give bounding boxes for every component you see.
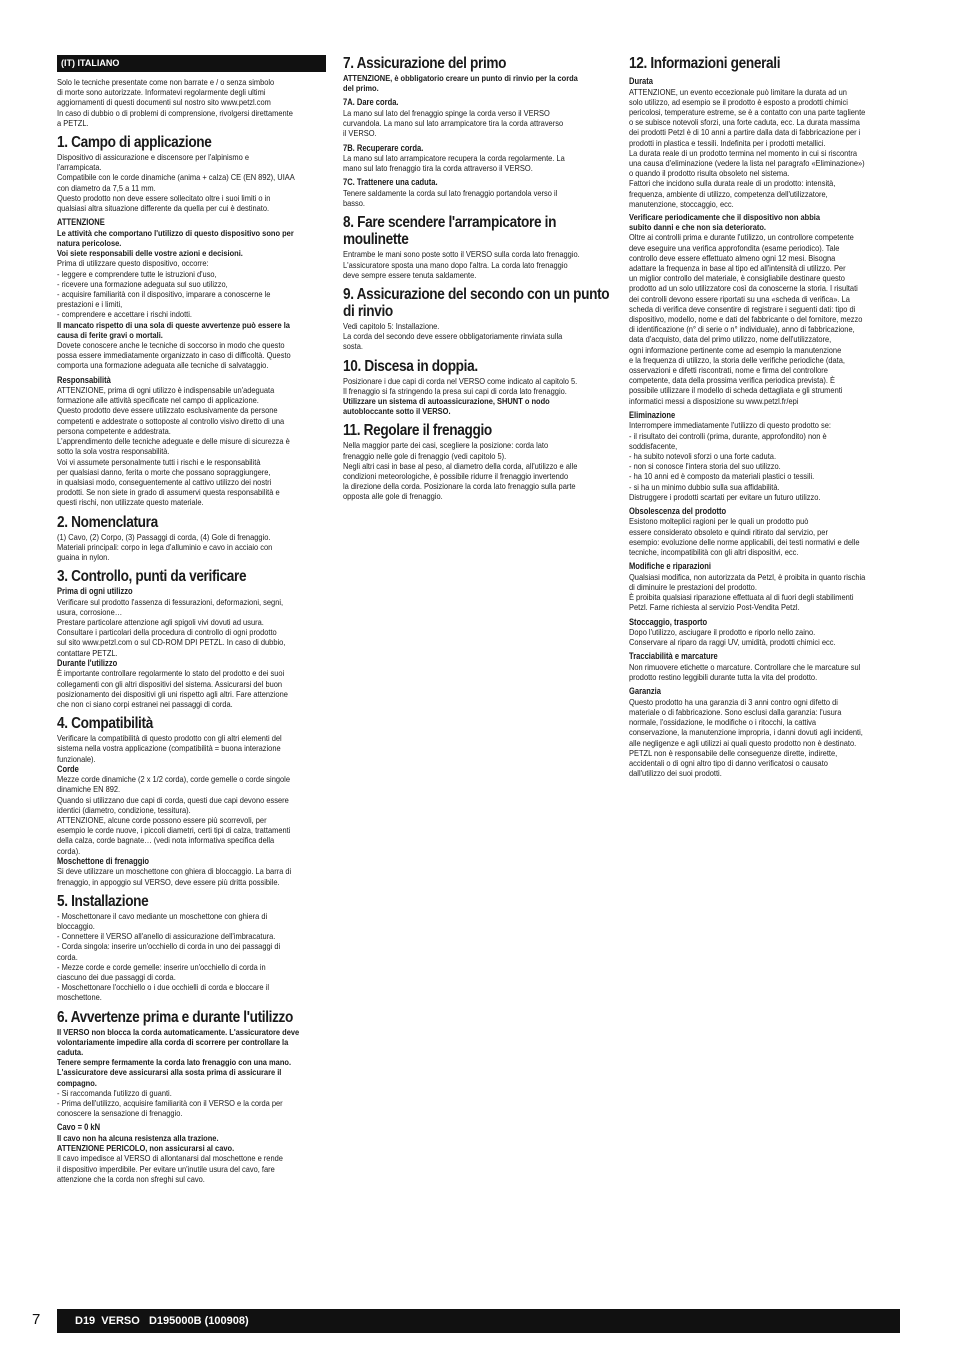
modifications-text: Qualsiasi modifica, non autorizzata da Petzl, è proibita in quanto rischia di diminuire le prestazioni del prodotto. È proibita qualsiasi riparazione effettuata al di fuori degli stabilimenti Petzl. Farne richiesta al servizio Post-Vendita Petzl. — [629, 571, 866, 613]
column-middle — [343, 55, 612, 502]
footer-bar — [57, 1309, 900, 1333]
carabiner-label: Moschettone di frenaggio — [57, 855, 150, 866]
section-8-text: Entrambe le mani sono poste sotto il VERSO sulla corda lato frenaggio. L'assicuratore sposta una mano dopo l'altra. La corda lato frenaggio deve sempre essere tenuta saldamente. — [343, 249, 580, 280]
column-left — [57, 55, 326, 1184]
responsibility-text: ATTENZIONE, prima di ogni utilizzo è indispensabile un'adeguata formazione alle attività specificate nel campo di applicazione. Questo prodotto deve essere utilizzato esclusivamente da persone competenti e addestrate o sottoposte al controllo visivo diretto di una persona competente e addestrata. L'apprendimento delle tecniche adeguate e delle misure di sicurezza è sotto la sola vostra responsabilità. Voi vi assumete personalmente tutti i rischi e le responsabilità per qualsiasi danno, ferita o morte che possano sopraggiungere, in qualsiasi modo, conseguentemente al cattivo utilizzo dei nostri prodotti. Se non siete in grado di assumervi questa responsabilità e questi rischi, non utilizzate questo materiale. — [57, 385, 290, 508]
section-9-text: Vedi capitolo 5: Installazione. La corda del secondo deve essere obbligatoriamente rinviata sulla sosta. — [343, 320, 563, 352]
storage-text: Dopo l'utilizzo, asciugare il prodotto e riporlo nello zaino. Conservare al riparo da raggi UV, umidità, prodotti chimici ecc. — [629, 627, 836, 648]
durata-label: Durata — [629, 76, 653, 86]
cable-bold: Il cavo non ha alcuna resistenza alla trazione. ATTENZIONE PERICOLO, non assicurarsi al cavo. — [57, 1132, 235, 1154]
ropes-text: Mezze corde dinamiche (2 x 1/2 corda), corde gemelle o corde singole dinamiche EN 892. Quando si utilizzano due capi di corda, questi due capi devono essere identici (diametro, condizione, tessitura). ATTENZIONE, alcune corde possono essere più scorrevoli, per esempio le corde nuove, i piccoli diametri, certi tipi di calza, trattamenti della calza, corde bagnate… (vedi nota informativa specifica della corda). — [57, 774, 291, 856]
section-1-title: 1. Campo di applicazione — [57, 134, 212, 152]
intro-text: Solo le tecniche presentate come non barrate e / o senza simbolo di morte sono autorizzate. Informatevi regolarmente degli ultimi aggiornamenti di questi documenti sul nostro sito www.petzl.com In caso di dubbio o di problemi di comprensione, rivolgersi direttamente a PETZL. — [57, 77, 293, 128]
before-use-text: Verificare sul prodotto l'assenza di fessurazioni, deformazioni, segni, usura, corrosione… Prestare particolare attenzione agli spigoli vivi dovuti ad usura. Consultare i particolari della procedura di controllo di ogni prodotto sul sito www.petzl.com o sul CD-ROM DPI PETZL. In caso di dubbio, contattare PETZL. — [57, 596, 286, 658]
footer-reference: D19 VERSO D195000B (100908) — [75, 1315, 249, 1327]
section-8-title: 8. Fare scendere l'arrampicatore in moulinette — [343, 214, 557, 249]
section-10-title: 10. Discesa in doppia. — [343, 357, 478, 375]
warning-text: Dovete conoscere anche le tecniche di soccorso in modo che questo possa essere immediatamente organizzato in caso di difficoltà. Questo comporta una formazione adeguata alle tecniche di salvataggio. — [57, 339, 291, 371]
column-right — [629, 55, 898, 778]
responsibility-label: Responsabilità — [57, 374, 111, 385]
step-7b-label: 7B. Recuperare corda. — [343, 142, 424, 153]
carabiner-text: Si deve utilizzare un moschettone con ghiera di bloccaggio. La barra di frenaggio, in appoggio sul VERSO, deve essere più dritta possibile. — [57, 866, 292, 887]
section-7-title: 7. Assicurazione del primo — [343, 55, 507, 72]
verify-bold: Verificare periodicamente che il dispositivo non abbia subito danni e che non sia deteriorato. — [629, 211, 820, 233]
obsolescence-label: Obsolescenza del prodotto — [629, 505, 727, 516]
during-use-text: È importante controllare regolarmente lo stato del prodotto e dei suoi collegamenti con gli altri dispositivi del sistema. Assicurarsi del buon posizionamento dei dispositivi gli uni rispetto agli altri. Fare attenzione che non ci siano corpi estranei nei passaggi di corda. — [57, 668, 288, 709]
section-11-title: 11. Regolare il frenaggio — [343, 422, 492, 440]
elimination-text: Interrompere immediatamente l'utilizzo di questo prodotto se: - il risultato dei controlli (prima, durante, approfondito) non è soddisfacente, - ha subito notevoli sforzi o una forte caduta. - non si conosce l'intera storia del suo utilizzo. - ha 10 anni ed è composto da materiali plastici o tessili. - si ha un minimo dubbio sulla sua affidabilità. Distruggere i prodotti scartati per evitare un futuro utilizzo. — [629, 420, 832, 502]
language-bar: (IT) ITALIANO — [57, 55, 326, 72]
section-4-title: 4. Compatibilità — [57, 715, 153, 733]
warning-bold: Il mancato rispetto di una sola di queste avvertenze può essere la causa di ferite gravi o mortali. — [57, 319, 290, 340]
section-10-text: Posizionare i due capi di corda nel VERSO come indicato al capitolo 5. Il frenaggio si fa stringendo la presa sui capi di corda lato frenaggio. — [343, 375, 578, 396]
step-7b-text: La mano sul lato arrampicatore recupera la corda regolarmente. La mano sul lato frenaggio tira la corda attraverso il VERSO. — [343, 153, 565, 174]
before-use-label: Prima di ogni utilizzo — [57, 586, 133, 597]
modifications-label: Modifiche e riparazioni — [629, 561, 711, 572]
warranty-text: Questo prodotto ha una garanzia di 3 anni contro ogni difetto di materiale o di fabbricazione. Sono esclusi dalla garanzia: l'usura normale, l'ossidazione, le modifiche o i ritocchi, la cattiva conservazione, la manutenzione impropria, i danni dovuti agli incidenti, alle negligenze e agli utilizzi ai quali questo prodotto non è destinato. PETZL non è responsabile delle conseguenze dirette, indirette, accidentali o di ogni altro tipo di danno verificatosi o causato dall'utilizzo dei suoi prodotti. — [629, 696, 863, 779]
warranty-label: Garanzia — [629, 686, 661, 697]
attention-text: Prima di utilizzare questo dispositivo, occorre: - leggere e comprendere tutte le istruzioni d'uso, - ricevere una formazione adeguata sul suo utilizzo, - acquisire familiarità con il dispositivo, imparare a conoscerne le prestazioni e i limiti, - comprendere e accettare i rischi indotti. — [57, 258, 271, 320]
cable-label: Cavo = 0 kN — [57, 1122, 101, 1133]
obsolescence-text: Esistono molteplici ragioni per le quali un prodotto può essere considerato obsoleto e quindi ritirato dal servizio, per esempio: evoluzione delle norme applicabili, dei testi normativi e delle tecniche, incompatibilità con gli altri dispositivi, ecc. — [629, 516, 860, 558]
section-12-title: 12. Informazioni generali — [629, 55, 781, 72]
section-11-text: Nella maggior parte dei casi, scegliere la posizione: corda lato frenaggio nelle gole di frenaggio (vedi capitolo 5). Negli altri casi in base al peso, al diametro della corda, all'utilizzo e alle condizioni meteorologiche, è possibile ridurre il frenaggio invertendo la direzione della corda. Posizionare la corda lato frenaggio sulla parte opposta alle gole di frenaggio. — [343, 440, 578, 502]
section-4-text: Verificare la compatibilità di questo prodotto con gli altri elementi del sistema nella vostra applicazione (compatibilità = buona interazione funzionale). — [57, 733, 282, 764]
page-number: 7 — [32, 1311, 41, 1328]
cable-text: Il cavo impedisce al VERSO di allontanarsi dal moschettone e rende il dispositivo imperdibile. Per evitare un'inutile usura del cavo, fare attenzione che la corda non sfreghi sul cavo. — [57, 1153, 283, 1184]
section-6-bold: Il VERSO non blocca la corda automaticamente. L'assicuratore deve volontariamente impedire alla corda di scorrere per controllare la caduta. Tenere sempre fermamente la corda lato frenaggio con una mano. L'assicuratore deve assicurarsi alla sosta prima di assicurare il compagno. — [57, 1026, 300, 1088]
section-2-title: 2. Nomenclatura — [57, 513, 158, 531]
step-7c-label: 7C. Trattenere una caduta. — [343, 177, 438, 188]
step-7c-text: Tenere saldamente la corda sul lato frenaggio portandola verso il basso. — [343, 187, 558, 209]
traceability-text: Non rimuovere etichette o marcature. Controllare che le marcature sul prodotto restino leggibili durante tutta la vita del prodotto. — [629, 661, 861, 683]
section-6-title: 6. Avvertenze prima e durante l'utilizzo — [57, 1008, 294, 1026]
durata-text: ATTENZIONE, un evento eccezionale può limitare la durata ad un solo utilizzo, ad esempio se il prodotto è esposto a prodotti chimici pericolosi, temperature estreme, se è a contatto con una parte tagliente o se subisce notevoli sforzi, una forte caduta, ecc. La durata massima dei prodotti Petzl è di 10 anni a partire dalla data di fabbricazione per i prodotti in plastica e tessili. Indefinita per i prodotti metallici. La durata reale di un prodotto termina nel momento in cui si riscontra una causa d'eliminazione (vedere la lista nel paragrafo «Eliminazione») o quando il prodotto risulta obsoleto nel sistema. Fattori che incidono sulla durata reale di un prodotto: intensità, frequenza, ambiente di utilizzo, competenza dell'utilizzatore, manutenzione, stoccaggio, ecc. — [629, 86, 866, 209]
traceability-label: Tracciabilità e marcature — [629, 651, 718, 662]
section-5-title: 5. Installazione — [57, 892, 149, 910]
elimination-label: Eliminazione — [629, 409, 676, 420]
section-1-text: Dispositivo di assicurazione e discensore per l'alpinismo e l'arrampicata. Compatibile con le corde dinamiche (anima + calza) CE (EN 892), UIAA con diametro da 7,5 a 11 mm. Questo prodotto non deve essere sollecitato oltre i suoi limiti o in qualsiasi altra situazione differente da quella per cui è destinato. — [57, 152, 295, 214]
verify-text: Oltre ai controlli prima e durante l'utilizzo, un controllore competente deve eseguire una verifica approfondita (esame periodico). Tale controllo deve essere effettuato almeno ogni 12 mesi. Bisogna adattare la frequenza in base al tipo ed all'intensità di utilizzo. Per un miglior controllo del materiale, è consigliabile destinare questo prodotto ad un solo utilizzatore così da conoscerne la storia. I risultati dei controlli devono essere riportati su una «scheda di verifica». La scheda di verifica deve consentire di registrare i seguenti dati: tipo di dispositivo, modello, nome e dati del fabbricante o del fornitore, mezzo di identificazione (n° di serie o n° individuale), anno di fabbricazione, data d'acquisto, data del primo utilizzo, nome dell'utilizzatore, ogni informazione pertinente come ad esempio la manutenzione e la frequenza di utilizzo, la storia delle verifiche periodiche (data, osservazioni e difetti riscontrati, nome e firma del controllore competente, data della prossima verifica periodica prevista). È possibile utilizzare il modello di scheda dettagliata e gli strumenti informatici messi a disposizione su www.petzl.fr/epi — [629, 232, 863, 406]
section-10-bold: Utilizzare un sistema di autoassicurazione, SHUNT o nodo autobloccante sotto il VERSO. — [343, 395, 550, 417]
section-7-bold: ATTENZIONE, è obbligatorio creare un punto di rinvio per la corda del primo. — [343, 73, 578, 94]
ropes-label: Corde — [57, 763, 79, 774]
section-2-text: (1) Cavo, (2) Corpo, (3) Passaggi di corda, (4) Gole di frenaggio. Materiali principali: corpo in lega d'alluminio e cavo in acciaio con guaina in nylon. — [57, 531, 273, 562]
storage-label: Stoccaggio, trasporto — [629, 616, 708, 627]
step-7a-label: 7A. Dare corda. — [343, 97, 399, 108]
section-3-title: 3. Controllo, punti da verificare — [57, 568, 247, 586]
section-9-title: 9. Assicurazione del secondo con un punto di rinvio — [343, 285, 610, 320]
during-use-label: Durante l'utilizzo — [57, 657, 118, 668]
section-6-text: - Si raccomanda l'utilizzo di guanti. - Prima dell'utilizzo, acquisire familiarità con il VERSO e la corda per conoscere la sensazione di frenaggio. — [57, 1087, 283, 1119]
step-7a-text: La mano sul lato del frenaggio spinge la corda verso il VERSO curvandola. La mano sul lato arrampicatore tira la corda attraverso il VERSO. — [343, 107, 564, 139]
attention-bold: Le attività che comportano l'utilizzo di questo dispositivo sono per natura pericolose. Voi siete responsabili delle vostre azioni e decisioni. — [57, 227, 294, 259]
section-5-text: - Moschettonare il cavo mediante un moschettone con ghiera di bloccaggio. - Connettere il VERSO all'anello di assicurazione dell'imbracatura. - Corda singola: inserire un'occhiello di corda in uno dei passaggi di corda. - Mezze corde e corde gemelle: inserire un'occhiello di corda in ciascuno dei due passaggi di corda. - Moschettonare l'occhiello o i due occhielli di corda e bloccare il moschettone. — [57, 910, 281, 1003]
attention-label: ATTENZIONE — [57, 217, 105, 228]
